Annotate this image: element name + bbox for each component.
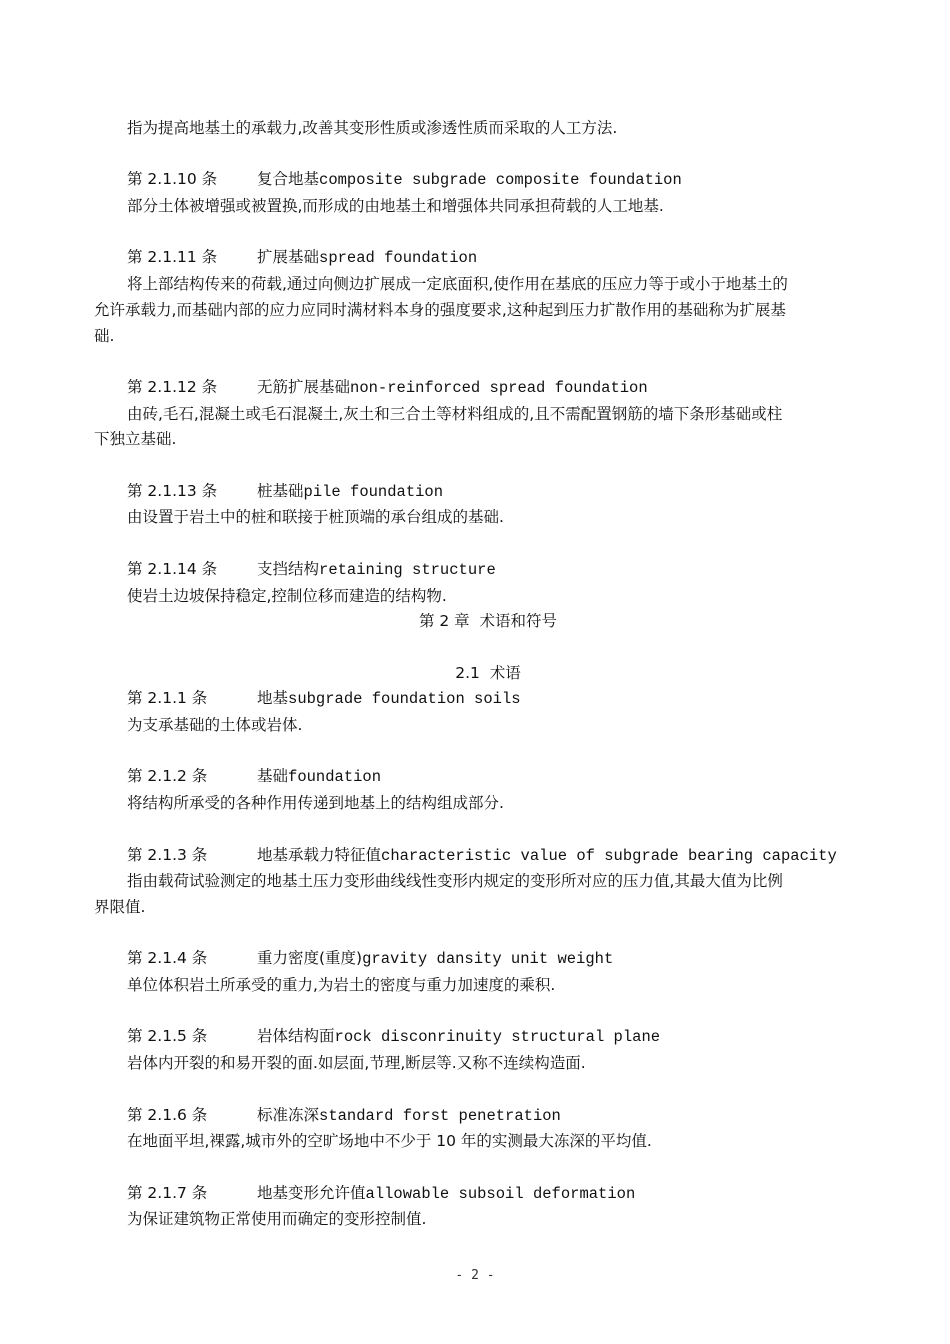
text-line: 将上部结构传来的荷载,通过向侧边扩展成一定底面积,使作用在基底的压应力等于或小于地基土的 bbox=[127, 275, 788, 294]
paragraph-gap bbox=[94, 453, 882, 479]
term-entry bbox=[94, 1024, 882, 1076]
text-line: 允许承载力,而基础内部的应力应同时满材料本身的强度要求,这种起到压力扩散作用的基础称为扩展基 bbox=[94, 300, 786, 319]
term-heading bbox=[94, 167, 882, 194]
term-chinese: 基础 bbox=[257, 767, 289, 786]
term-entry bbox=[94, 1181, 882, 1233]
term-chinese: 标准冻深 bbox=[257, 1105, 320, 1124]
term-heading bbox=[94, 764, 882, 791]
paragraph-gap bbox=[94, 739, 882, 765]
term-chinese: 扩展基础 bbox=[257, 248, 320, 267]
paragraph-gap bbox=[94, 142, 882, 168]
clause-number: 第 2.1.11 条 bbox=[127, 248, 218, 267]
text-line: 部分土体被增强或被置换,而形成的由地基土和增强体共同承担荷载的人工地基. bbox=[127, 197, 664, 216]
clause-number: 第 2.1.5 条 bbox=[127, 1027, 208, 1046]
term-chinese: 地基 bbox=[257, 689, 289, 708]
clause-number: 第 2.1.13 条 bbox=[127, 481, 218, 500]
term-chinese: 桩基础 bbox=[257, 481, 304, 500]
term-english: standard forst penetration bbox=[319, 1106, 561, 1125]
term-english: retaining structure bbox=[319, 560, 496, 579]
clause-number: 第 2.1.7 条 bbox=[127, 1183, 208, 1202]
paragraph-gap bbox=[94, 220, 882, 246]
text-line: 在地面平坦,裸露,城市外的空旷场地中不少于 10 年的实测最大冻深的平均值. bbox=[127, 1132, 652, 1151]
document-body bbox=[94, 116, 882, 1233]
term-english: pile foundation bbox=[303, 482, 444, 501]
term-chinese: 地基变形允许值 bbox=[257, 1183, 366, 1202]
term-heading bbox=[94, 946, 882, 973]
paragraph-gap bbox=[94, 349, 882, 375]
term-heading bbox=[94, 1024, 882, 1051]
term-english: subgrade foundation soils bbox=[288, 690, 521, 709]
clause-number: 第 2.1.12 条 bbox=[127, 377, 218, 396]
term-chinese: 支挡结构 bbox=[257, 559, 320, 578]
term-entry bbox=[94, 557, 882, 609]
term-english: allowable subsoil deformation bbox=[365, 1184, 636, 1203]
term-heading bbox=[94, 1181, 882, 1208]
page-number: - 2 - bbox=[455, 1268, 495, 1283]
term-english: rock disconrinuity structural plane bbox=[334, 1028, 661, 1047]
text-line: 由设置于岩土中的桩和联接于桩顶端的承台组成的基础. bbox=[127, 508, 504, 527]
text-line: 岩体内开裂的和易开裂的面.如层面,节理,断层等.又称不连续构造面. bbox=[127, 1054, 586, 1073]
paragraph-gap bbox=[94, 817, 882, 843]
clause-number: 第 2.1.6 条 bbox=[127, 1105, 208, 1124]
term-heading bbox=[94, 1103, 882, 1130]
term-english: characteristic value of subgrade bearing capacity bbox=[381, 846, 837, 865]
text-line: 单位体积岩土所承受的重力,为岩土的密度与重力加速度的乘积. bbox=[127, 976, 556, 995]
text-line: 下独立基础. bbox=[94, 430, 177, 449]
term-english: gravity dansity unit weight bbox=[362, 950, 614, 969]
section-heading: 2.1 术语 bbox=[455, 663, 521, 682]
paragraph-gap bbox=[94, 1077, 882, 1103]
term-heading bbox=[94, 479, 882, 506]
paragraph bbox=[94, 116, 882, 142]
term-entry bbox=[94, 1103, 882, 1155]
text-line: 础. bbox=[94, 326, 115, 345]
term-entry bbox=[94, 843, 882, 921]
term-heading bbox=[94, 375, 882, 402]
top-margin bbox=[94, 0, 882, 116]
clause-number: 第 2.1.4 条 bbox=[127, 949, 208, 968]
term-entry bbox=[94, 479, 882, 531]
paragraph-gap bbox=[94, 1155, 882, 1181]
term-english: composite subgrade composite foundation bbox=[319, 171, 682, 190]
clause-number: 第 2.1.10 条 bbox=[127, 170, 218, 189]
term-heading bbox=[94, 843, 882, 870]
clause-number: 第 2.1.1 条 bbox=[127, 689, 208, 708]
term-chinese: 无筋扩展基础 bbox=[257, 377, 351, 396]
term-chinese: 岩体结构面 bbox=[257, 1027, 335, 1046]
text-line: 由砖,毛石,混凝土或毛石混凝土,灰土和三合土等材料组成的,且不需配置钢筋的墙下条形基础或柱 bbox=[127, 404, 783, 423]
term-english: non-reinforced spread foundation bbox=[350, 378, 648, 397]
clause-number: 第 2.1.3 条 bbox=[127, 845, 208, 864]
term-entry bbox=[94, 375, 882, 453]
term-chinese: 复合地基 bbox=[257, 170, 320, 189]
text-line: 指为提高地基土的承载力,改善其变形性质或渗透性质而采取的人工方法. bbox=[127, 119, 618, 137]
term-english: spread foundation bbox=[319, 249, 478, 268]
term-english: foundation bbox=[288, 768, 382, 787]
text-line: 为保证建筑物正常使用而确定的变形控制值. bbox=[127, 1210, 427, 1229]
term-chinese: 地基承载力特征值 bbox=[257, 845, 382, 864]
term-entry bbox=[94, 245, 882, 349]
text-line: 使岩土边坡保持稳定,控制位移而建造的结构物. bbox=[127, 586, 447, 605]
text-line: 界限值. bbox=[94, 897, 146, 916]
text-line: 将结构所承受的各种作用传递到地基上的结构组成部分. bbox=[127, 794, 504, 813]
term-chinese: 重力密度(重度) bbox=[257, 949, 363, 968]
paragraph-gap bbox=[94, 635, 882, 661]
paragraph-gap bbox=[94, 999, 882, 1025]
term-heading bbox=[94, 245, 882, 272]
text-line: 指由载荷试验测定的地基土压力变形曲线线性变形内规定的变形所对应的压力值,其最大值为比例 bbox=[127, 872, 783, 891]
clause-number: 第 2.1.14 条 bbox=[127, 559, 218, 578]
term-entry bbox=[94, 764, 882, 816]
term-entry bbox=[94, 946, 882, 998]
paragraph-gap bbox=[94, 921, 882, 947]
text-line: 为支承基础的土体或岩体. bbox=[127, 716, 303, 735]
paragraph-gap bbox=[94, 531, 882, 557]
clause-number: 第 2.1.2 条 bbox=[127, 767, 208, 786]
term-heading bbox=[94, 686, 882, 713]
term-entry bbox=[94, 167, 882, 219]
term-heading bbox=[94, 557, 882, 584]
term-entry bbox=[94, 686, 882, 738]
section-heading: 第 2 章 术语和符号 bbox=[418, 612, 558, 631]
